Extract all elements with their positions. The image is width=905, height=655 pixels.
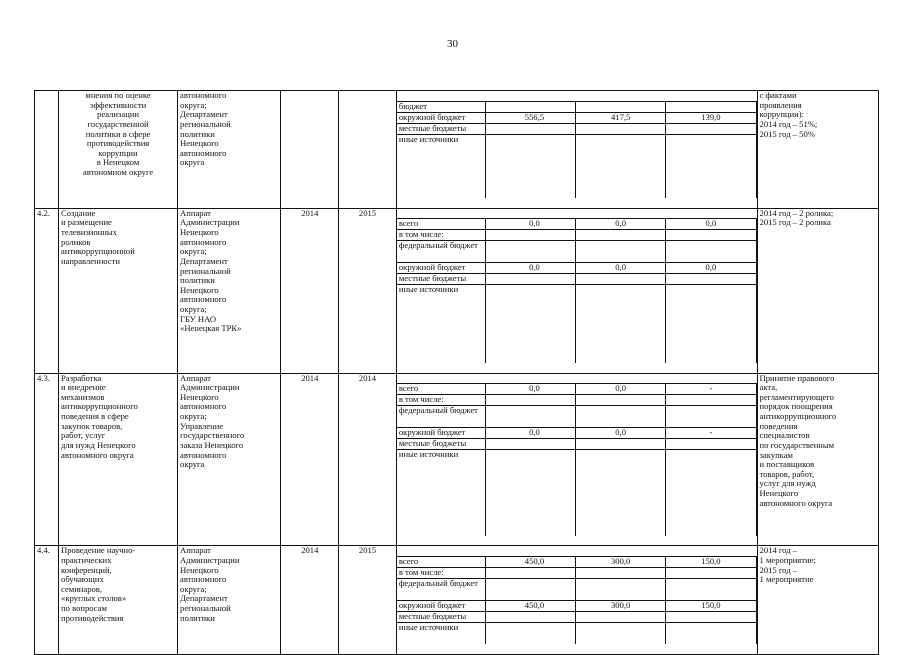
finance-value: 0,0: [666, 219, 756, 230]
finance-value: [576, 101, 666, 112]
finance-value: 450,0: [485, 556, 575, 567]
executor: Аппарат Администрации Ненецкого автономного округа; Департамент региональной политики Ненецкого автономного округа; ГБУ НАО «Ненецкая ТРК»: [178, 208, 281, 373]
year-end: 2014: [339, 373, 397, 546]
finance-value: [485, 611, 575, 622]
finance-table: [397, 101, 757, 199]
finance-value: [485, 395, 575, 406]
finance-value: [666, 578, 756, 600]
finance-value: [485, 285, 575, 363]
activity-name: Проведение научно- практических конференций, обучающих семинаров, «круглых столов» по вопросам противодействия: [59, 546, 178, 655]
finance-value: [666, 450, 756, 536]
year-end: 2015: [339, 208, 397, 373]
finance-table: [397, 556, 757, 645]
finance-value: [485, 241, 575, 263]
finance-value: [485, 274, 575, 285]
year-start: 2014: [281, 373, 339, 546]
finance-value: 150,0: [666, 556, 756, 567]
finance-value: 0,0: [576, 219, 666, 230]
activity-name: Создание и размещение телевизионных роликов антикоррупционной направленности: [59, 208, 178, 373]
finance-table: [397, 383, 757, 536]
finance-value: [576, 439, 666, 450]
finance-source: всего: [397, 384, 486, 395]
table-row: [35, 546, 879, 655]
row-number: 4.4.: [35, 546, 59, 655]
finance-cell: [396, 91, 757, 209]
finance-source: федеральный бюджет: [397, 241, 486, 263]
program-table: [34, 90, 879, 655]
year-end: 2015: [339, 546, 397, 655]
executor: автономного округа; Департамент региональной политики Ненецкого автономного округа: [178, 91, 281, 209]
finance-value: 450,0: [485, 600, 575, 611]
row-number: 4.3.: [35, 373, 59, 546]
finance-source: иные источники: [397, 285, 486, 363]
year-end: [339, 91, 397, 209]
activity-name: Разработка и внедрение механизмов антикоррупционного поведения в сфере закупок товаров, работ, услуг для нужд Ненецкого автономного округа: [59, 373, 178, 546]
finance-value: [485, 622, 575, 644]
executor: Аппарат Администрации Ненецкого автономного округа; Управление государственного заказа Ненецкого автономного округа: [178, 373, 281, 546]
finance-value: 150,0: [666, 600, 756, 611]
finance-source: всего: [397, 219, 486, 230]
row-number: [35, 91, 59, 209]
finance-source: местные бюджеты: [397, 439, 486, 450]
finance-source: в том числе:: [397, 567, 486, 578]
finance-value: 0,0: [485, 263, 575, 274]
finance-value: 0,0: [576, 384, 666, 395]
finance-value: [576, 578, 666, 600]
finance-value: [485, 406, 575, 428]
finance-value: 0,0: [576, 263, 666, 274]
finance-value: 556,5: [485, 112, 575, 123]
finance-source: окружной бюджет: [397, 600, 486, 611]
finance-source: федеральный бюджет: [397, 406, 486, 428]
year-start: [281, 91, 339, 209]
finance-source: местные бюджеты: [397, 611, 486, 622]
year-start: 2014: [281, 208, 339, 373]
finance-value: [666, 123, 756, 134]
finance-cell: [396, 373, 757, 546]
finance-value: [576, 622, 666, 644]
finance-value: [666, 395, 756, 406]
finance-value: [576, 406, 666, 428]
finance-value: [576, 134, 666, 198]
finance-value: [666, 567, 756, 578]
table-row: [35, 208, 879, 373]
finance-source: федеральный бюджет: [397, 578, 486, 600]
finance-value: [485, 134, 575, 198]
finance-value: [485, 450, 575, 536]
finance-value: [576, 274, 666, 285]
finance-source: окружной бюджет: [397, 263, 486, 274]
finance-value: [485, 230, 575, 241]
finance-value: [666, 101, 756, 112]
finance-value: [576, 450, 666, 536]
activity-name: мнения по оценке эффективности реализации государственной политики в сфере противодействия коррупции в Ненецком автономном округе: [59, 91, 178, 209]
finance-value: [576, 567, 666, 578]
finance-value: 300,0: [576, 556, 666, 567]
finance-value: [485, 123, 575, 134]
finance-source: окружной бюджет: [397, 428, 486, 439]
finance-source: бюджет: [397, 101, 486, 112]
finance-value: [576, 395, 666, 406]
finance-value: [666, 134, 756, 198]
finance-source: иные источники: [397, 622, 486, 644]
row-number: 4.2.: [35, 208, 59, 373]
finance-value: -: [666, 384, 756, 395]
result: 2014 год – 2 ролика; 2015 год – 2 ролика: [757, 208, 878, 373]
finance-source: иные источники: [397, 134, 486, 198]
finance-value: 0,0: [666, 263, 756, 274]
finance-value: [576, 611, 666, 622]
finance-value: [485, 567, 575, 578]
finance-value: 0,0: [485, 219, 575, 230]
finance-value: 139,0: [666, 112, 756, 123]
finance-value: 417,5: [576, 112, 666, 123]
finance-value: [485, 439, 575, 450]
table-row: [35, 91, 879, 209]
finance-source: иные источники: [397, 450, 486, 536]
finance-value: [576, 230, 666, 241]
page-number: 30: [447, 38, 458, 50]
finance-table: [397, 218, 757, 363]
finance-value: [666, 274, 756, 285]
finance-value: [485, 101, 575, 112]
finance-value: [576, 285, 666, 363]
finance-value: [666, 406, 756, 428]
finance-value: 0,0: [576, 428, 666, 439]
finance-value: [485, 578, 575, 600]
finance-value: [666, 439, 756, 450]
finance-value: -: [666, 428, 756, 439]
result: 2014 год – 1 мероприятие; 2015 год – 1 мероприятие: [757, 546, 878, 655]
finance-value: [576, 123, 666, 134]
table-row: [35, 373, 879, 546]
finance-source: в том числе:: [397, 395, 486, 406]
finance-value: [666, 230, 756, 241]
result: с фактами проявления коррупции): 2014 год – 51%; 2015 год – 50%: [757, 91, 878, 209]
finance-value: [666, 285, 756, 363]
finance-source: в том числе:: [397, 230, 486, 241]
finance-value: [576, 241, 666, 263]
finance-value: 0,0: [485, 384, 575, 395]
finance-source: местные бюджеты: [397, 274, 486, 285]
finance-value: [666, 622, 756, 644]
finance-source: окружной бюджет: [397, 112, 486, 123]
finance-value: [666, 611, 756, 622]
finance-value: [666, 241, 756, 263]
finance-value: 300,0: [576, 600, 666, 611]
year-start: 2014: [281, 546, 339, 655]
finance-cell: [396, 208, 757, 373]
finance-source: всего: [397, 556, 486, 567]
result: Принятие правового акта, регламентирующего порядок поощрения антикоррупционного поведения специалистов по государственным закупкам и поставщиков товаров, работ, услуг для нужд Ненецкого автономного округа: [757, 373, 878, 546]
finance-source: местные бюджеты: [397, 123, 486, 134]
finance-value: 0,0: [485, 428, 575, 439]
executor: Аппарат Администрации Ненецкого автономного округа; Департамент региональной политики: [178, 546, 281, 655]
finance-cell: [396, 546, 757, 655]
